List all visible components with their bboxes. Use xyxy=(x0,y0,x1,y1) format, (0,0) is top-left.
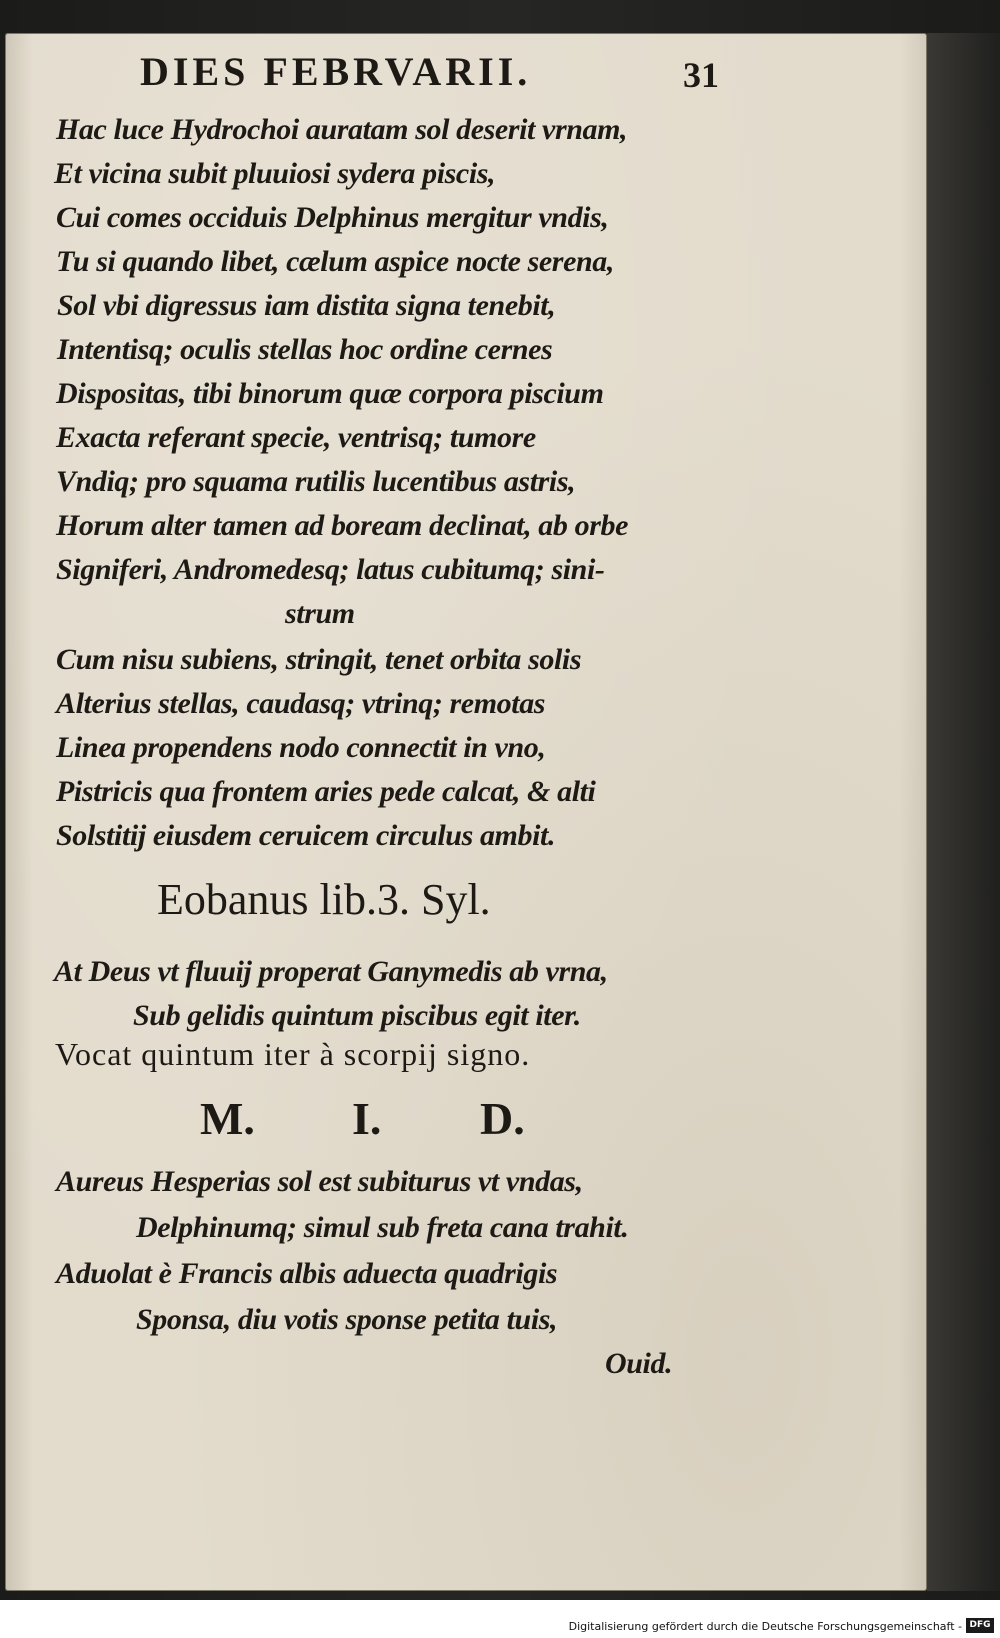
verse-line: Linea propendens nodo connectit in vno, xyxy=(56,731,546,764)
verse-line-continuation: strum xyxy=(285,597,355,630)
verse-line: Cum nisu subiens, stringit, tenet orbita solis xyxy=(56,643,582,676)
calendar-letter: M. xyxy=(200,1093,255,1144)
calendar-letter: I. xyxy=(352,1093,382,1144)
book-edge xyxy=(927,33,1000,1591)
verse-line: Pistricis qua frontem aries pede calcat, & alti xyxy=(56,775,596,808)
verse-line: Solstitij eiusdem ceruicem circulus ambit. xyxy=(56,819,556,852)
running-head-title: DIES FEBRVARII. xyxy=(140,49,532,94)
verse-line: Tu si quando libet, cælum aspice nocte serena, xyxy=(56,245,614,278)
verse-line-indented: Sub gelidis quintum piscibus egit iter. xyxy=(133,999,581,1032)
verse-line-indented: Sponsa, diu votis sponse petita tuis, xyxy=(136,1303,558,1336)
verse-line: Horum alter tamen ad boream declinat, ab orbe xyxy=(56,509,628,542)
page-number: 31 xyxy=(683,55,719,95)
verse-line-indented: Delphinumq; simul sub freta cana trahit. xyxy=(136,1211,629,1244)
verse-line: Sol vbi digressus iam distita signa tenebit, xyxy=(57,289,556,322)
verse-line: Et vicina subit pluuiosi sydera piscis, xyxy=(54,157,496,190)
dfg-logo: DFG xyxy=(966,1618,994,1633)
verse-line: Aureus Hesperias sol est subiturus vt vndas, xyxy=(56,1165,583,1198)
verse-line: Intentisq; oculis stellas hoc ordine cernes xyxy=(57,333,553,366)
verse-line: Exacta referant specie, ventrisq; tumore xyxy=(56,421,536,454)
verse-line: Hac luce Hydrochoi auratam sol deserit vrnam, xyxy=(56,113,628,146)
verse-line: Dispositas, tibi binorum quæ corpora piscium xyxy=(56,377,604,410)
prose-note: Vocat quintum iter à scorpij signo. xyxy=(55,1036,531,1072)
verse-line: Vndiq; pro squama rutilis lucentibus astris, xyxy=(56,465,576,498)
verse-line: Signiferi, Andromedesq; latus cubitumq; sini- xyxy=(56,553,605,586)
verse-line: Alterius stellas, caudasq; vtrinq; remotas xyxy=(56,687,546,720)
verse-line: At Deus vt fluuij properat Ganymedis ab vrna, xyxy=(54,955,608,988)
verse-line: Aduolat è Francis albis aduecta quadrigis xyxy=(56,1257,558,1290)
attribution: Ouid. xyxy=(605,1347,673,1380)
funding-credit: Digitalisierung gefördert durch die Deutsche Forschungsgemeinschaft - xyxy=(568,1620,962,1633)
calendar-letter: D. xyxy=(480,1093,525,1144)
section-heading: Eobanus lib.3. Syl. xyxy=(157,875,491,924)
verse-line: Cui comes occiduis Delphinus mergitur vndis, xyxy=(56,201,609,234)
